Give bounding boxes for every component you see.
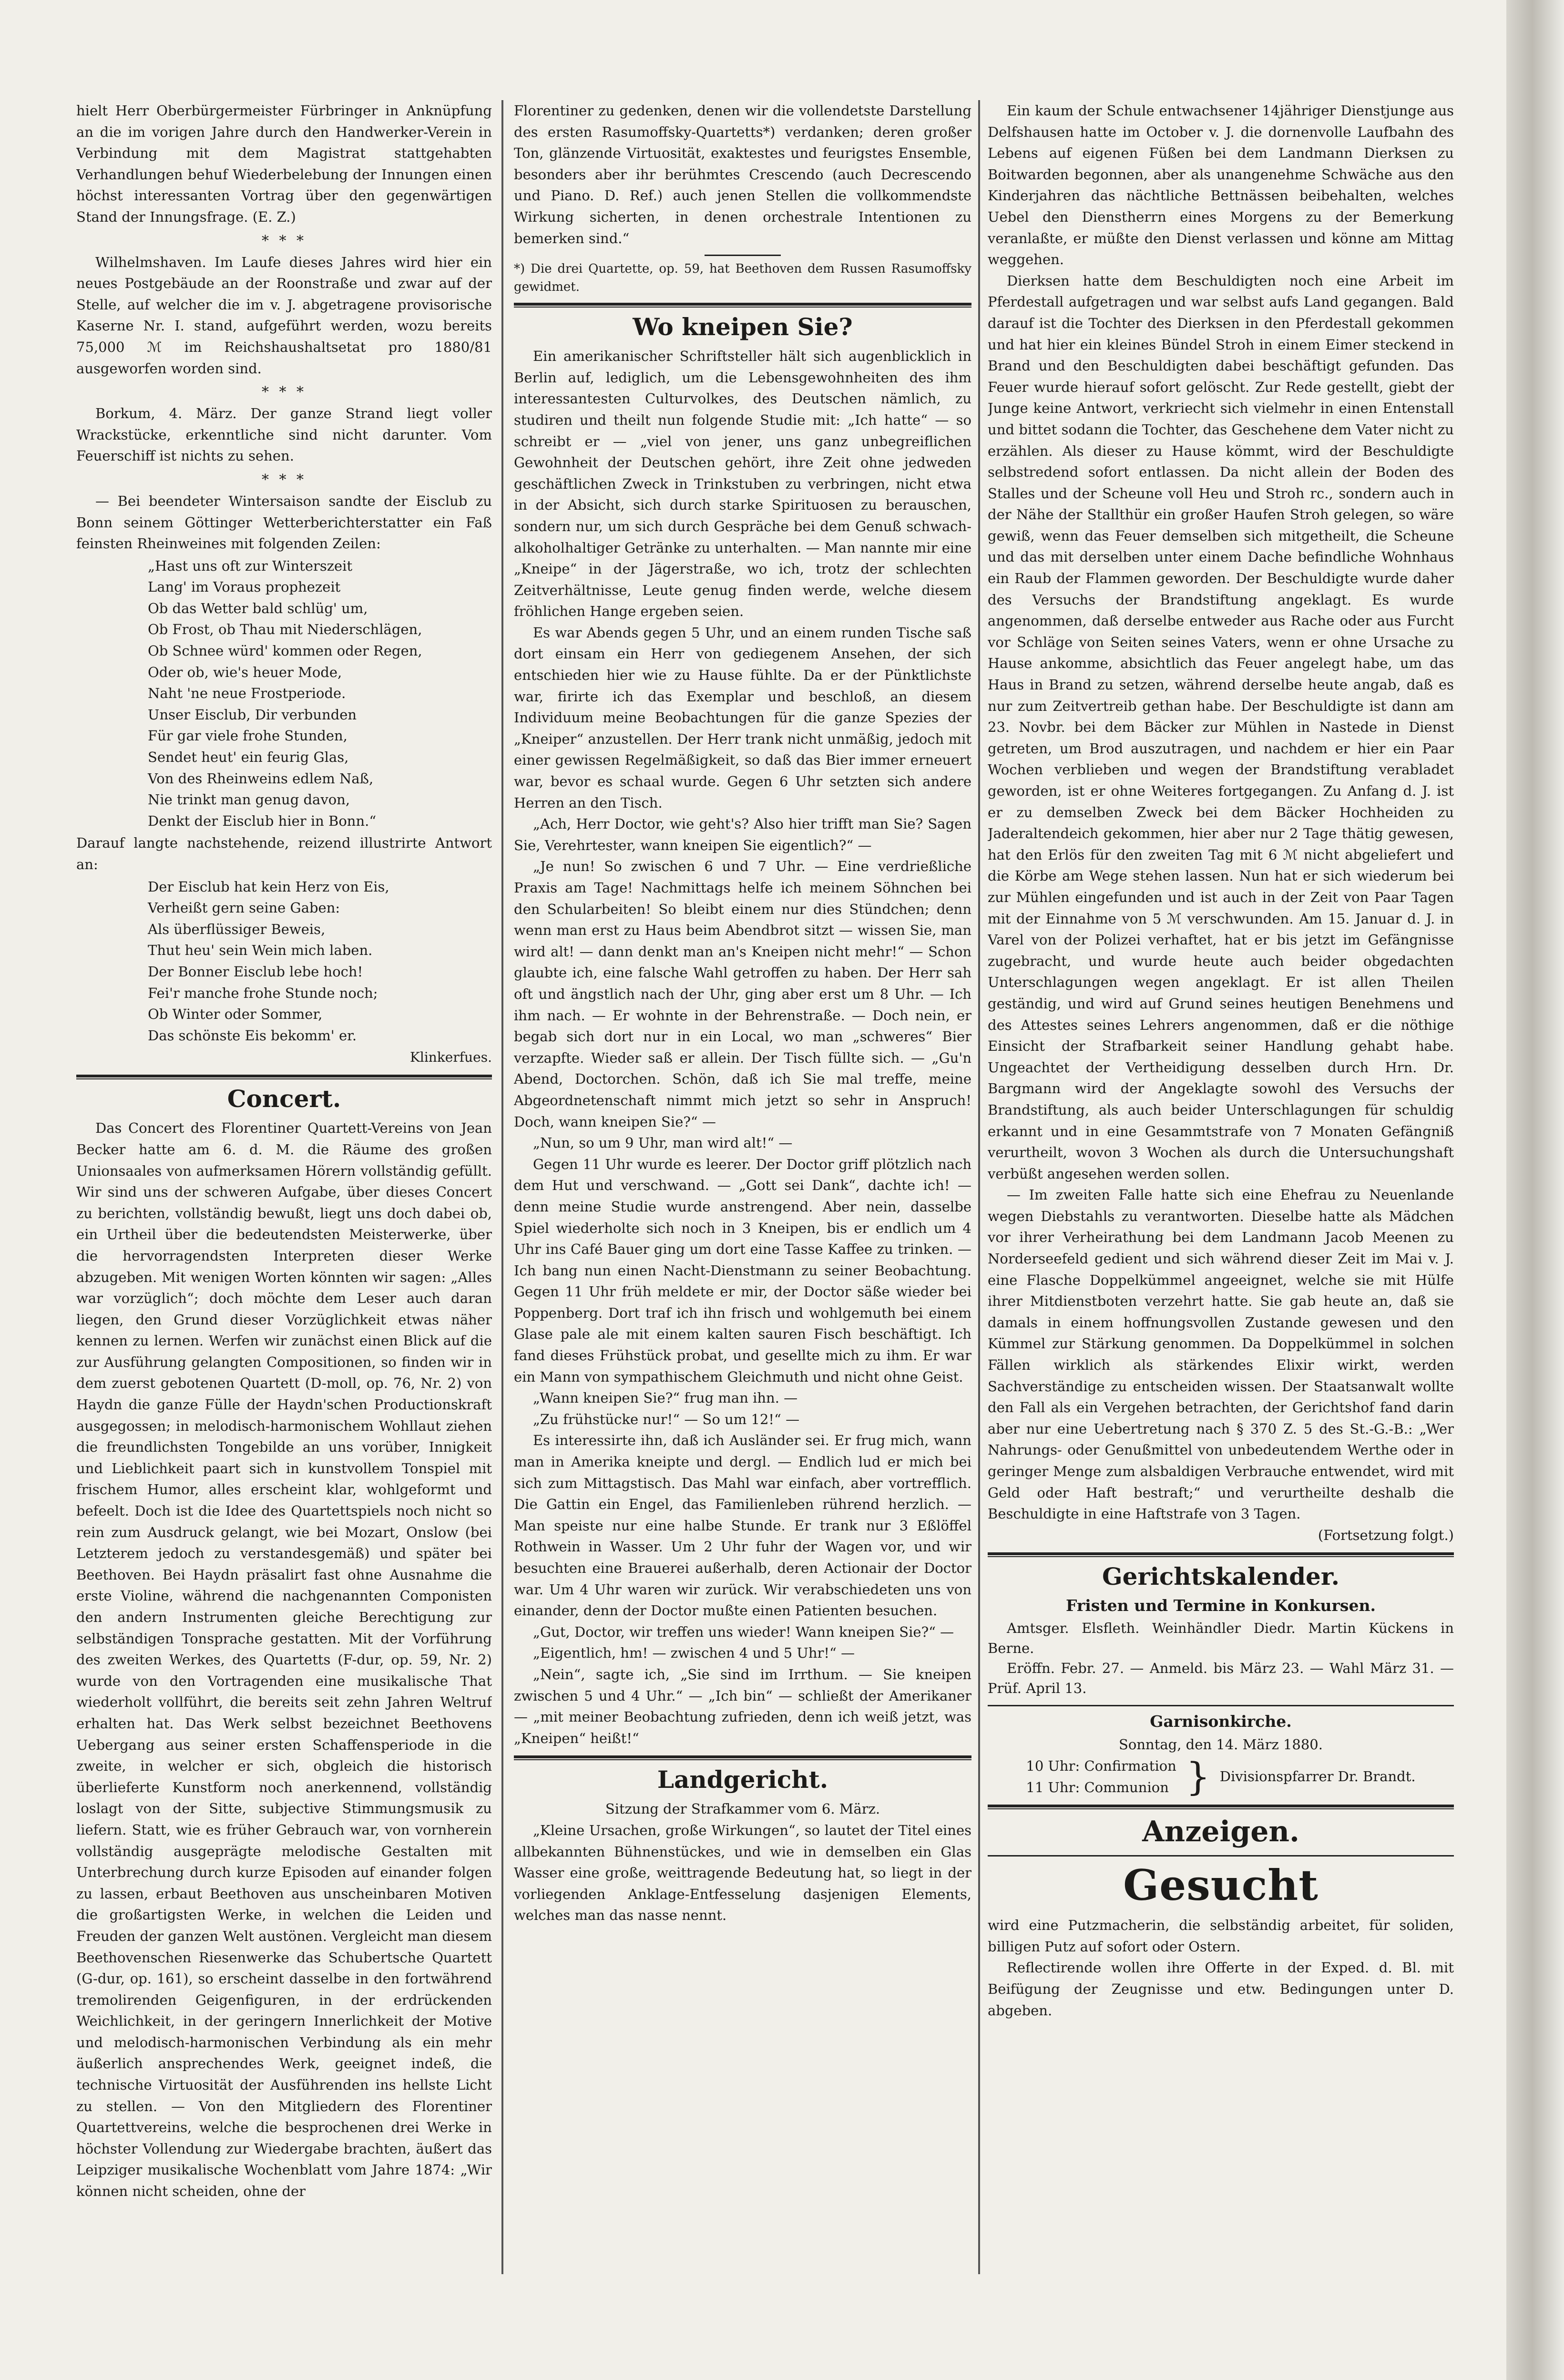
answer-intro-paragraph: Darauf langte nachstehende, reizend illustrirte Antwort an:: [76, 835, 492, 872]
eisclub-intro-paragraph: — Bei beendeter Wintersaison sandte der Eisclub zu Bonn seinem Göttinger Wetterberichterstatter ein Faß feinsten Rheinweines mit folgenden Zeilen:: [76, 492, 492, 552]
kneipen-paragraph: „Nein“, sagte ich, „Sie sind im Irrthum. — Sie kneipen zwischen 5 und 4 Uhr.“ — „Ich bin“ — schließt der Amerikaner — „mit meiner Beobachtung zufrieden, denn ich weiß jetzt, was „Kneipen“ heißt!“: [514, 1666, 971, 1746]
concert-review-paragraph: Das Concert des Florentiner Quartett-Vereins von Jean Becker hatte am 6. d. M. die Räume des großen Unionsaales von aufmerksamen Hörern vollständig gefüllt. Wir sind uns der schweren Aufgabe, über dieses Concert zu berichten, vollständig bewußt, liegt uns doch dabei ob, ein Urtheil über die bedeutendsten Meisterwerke, über die hervorragendsten Interpreten dieser Werke abzugeben. Mit wenigen Worten könnten wir sagen: „Alles war vorzüglich“; doch möchte dem Leser auch daran liegen, den Grund dieser Vorzüglichkeit etwas näher kennen zu lernen. Werfen wir zunächst einen Blick auf die zur Ausführung gelangten Compositionen, so finden wir in dem zuerst gebotenen Quartett (D-moll, op. 76, Nr. 2) von Haydn die ganze Fülle der Haydn'schen Productionskraft ausgegossen; in melodisch-harmonischem Wohllaut ziehen die freundlichsten Tongebilde an uns vorüber, Innigkeit und Lieblichkeit paart sich in kunstvollem Tonspiel mit frischem Humor, alles erscheint klar, wohlgeformt und befeelt. Doch ist die Idee des Quartettspiels noch nicht so rein zum Ausdruck gelangt, wie bei Mozart, Onslow (bei Letzterem jedoch zu verstandesgemäß) und später bei Beethoven. Bei Haydn präsalirt fast ohne Ausnahme die erste Violine, während die nachgenannten Componisten den andern Instrumenten gleiche Berechtigung zur selbständigen Tonsprache gestatten. Mit der Vorführung des zweiten Werkes, des Quartetts (F-dur, op. 59, Nr. 2) wurde von den Vortragenden eine musikalische That wiederholt vollführt, die bereits seit zehn Jahren Weltruf erhalten hat. Das Werk selbst bezeichnet Beethovens Uebergang aus seiner ersten Schaffensperiode in die zweite, in welcher er sich, obgleich die historisch überlieferte Kunstform noch anerkennend, vollständig loslagt von der Sitte, subjective Stimmungsmusik zu liefern. Statt, wie es früher Gebrauch war, von vornherein vollständig ausgeprägte melodische Gestalten mit Unterbrechung durch kurze Episoden auf einander folgen zu lassen, erbaut Beethoven aus unscheinbaren Motiven die großartigsten Werke, in welchen die Leiden und Freuden der ganzen Welt austönen. Vergleicht man diesem Beethovenschen Riesenwerke das Schubertsche Quartett (G-dur, op. 161), so erscheint dasselbe in den fortwährend tremolirenden Geigenfiguren, in der erdrückenden Weichlichkeit, in der geringern Innerlichkeit der Motive und melodisch-harmonischen Verbindung als ein mehr äußerlich ansprechendes Werk, geeignet indeß, die technische Virtuosität der Ausführenden ins hellste Licht zu stellen. — Von den Mitgliedern des Florentiner Quartettvereins, welche die besprochenen drei Werke in höchster Vollendung zur Wiedergabe brachten, äußert das Leipziger musikalische Wochenblatt vom Jahre 1874: „Wir können nicht scheiden, ohne der: [76, 1120, 492, 2200]
eisclub-poem: [76, 555, 492, 832]
kneipen-paragraph: „Wann kneipen Sie?“ frug man ihn. —: [533, 1390, 798, 1406]
poem-line: Für gar viele frohe Stunden,: [148, 728, 348, 744]
kneipen-paragraph: Ein amerikanischer Schriftsteller hält sich augenblicklich in Berlin auf, lediglich, um die Lebensgewohnheiten des ihm interessantesten Culturvolkes, des Deutschen nämlich, zu studiren und theilt nun folgende Studie mit: „Ich hatte“ — so schreibt er — „viel von jener, uns ganz unbegreiflichen Gewohnheit der Deutschen gehört, ihre Zeit ohne jedweden geschäftlichen Zweck in Trinkstuben zu verbringen, nicht etwa in der Absicht, sich durch starke Spirituosen zu berauschen, sondern nur, um sich durch Gespräche bei dem Genuß schwach-alkoholhaltiger Getränke zu unterhalten. — Man nannte mir eine „Kneipe“ in der Jägerstraße, wo ich, trotz der schlechten Zeitverhältnisse, Leute genug finden werde, welche diesem fröhlichen Hange ergeben seien.: [514, 348, 971, 620]
concert-continuation-paragraph: Florentiner zu gedenken, denen wir die vollendetste Darstellung des ersten Rasumoffsky-Quartetts*) verdanken; deren großer Ton, glänzende Virtuosität, exaktestes und feurigstes Ensemble, besonders aber ihr berühmtes Crescendo (auch Decrescendo und Piano. D. Ref.) auch jenen Stellen die vollkommendste Wirkung sicherten, in denen orchestrale Intentionen zu bemerken sind.“: [514, 103, 971, 246]
poem-line: Unser Eisclub, Dir verbunden: [148, 706, 357, 723]
service-times: [1026, 1755, 1176, 1798]
poem-line: Ob das Wetter bald schlüg' um,: [148, 600, 368, 616]
advert-paragraph: wird eine Putzmacherin, die selbständig arbeitet, für soliden, billigen Putz auf sofort oder Ostern.: [988, 1917, 1454, 1955]
page-edge: [1506, 0, 1564, 2380]
section-rule: [514, 1755, 971, 1760]
pastor-name: Divisionspfarrer Dr. Brandt.: [1219, 1768, 1416, 1785]
kalender-dates: Eröffn. Febr. 27. — Anmeld. bis März 23. — Wahl März 31. — Prüf. April 13.: [988, 1660, 1454, 1697]
section-rule: [76, 1075, 492, 1079]
advert-paragraph: Reflectirende wollen ihre Offerte in der Exped. d. Bl. mit Beifügung der Zeugnisse und etw. Bedingungen unter D. abgeben.: [988, 1959, 1454, 2019]
poem-line: Von des Rheinweins edlem Naß,: [148, 770, 374, 787]
poem-line: „Hast uns oft zur Winterszeit: [148, 557, 353, 574]
service-line: 11 Uhr: Communion: [1026, 1779, 1169, 1795]
poem-line: Naht 'ne neue Frostperiode.: [148, 685, 346, 702]
konkurse-subheading: Fristen und Termine in Konkursen.: [1066, 1596, 1376, 1615]
section-separator-stars: * * *: [261, 471, 307, 488]
poem-line: Ob Winter oder Sommer,: [148, 1006, 323, 1023]
footnote-rule: [705, 255, 781, 256]
landgericht-heading: Landgericht.: [657, 1765, 828, 1794]
section-rule: [988, 1805, 1454, 1809]
landgericht-session-line: Sitzung der Strafkammer vom 6. März.: [605, 1801, 880, 1817]
anzeigen-heading: Anzeigen.: [1142, 1815, 1299, 1849]
concert-heading: Concert.: [227, 1085, 341, 1113]
landgericht-continuation-paragraph: Dierksen hatte dem Beschuldigten noch eine Arbeit im Pferdestall aufgetragen und war selbst aufs Land gegangen. Bald darauf ist die Tochter des Dierksen in den Pferdestall gekommen und hat hier ein kleines Bündel Stroh in einem Eimer steckend in Brand und den Beschuldigten dabei beschäftigt gefunden. Das Feuer wurde hierauf sofort gelöscht. Zur Rede gestellt, giebt der Junge keine Antwort, verkriecht sich vielmehr in einen Entenstall und bittet sodann die Tochter, das Geschehene dem Vater nicht zu erzählen. Als dieser zu Hause kömmt, wird der Beschuldigte selbstredend sofort entlassen. Da nicht allein der Boden des Stalles und der Scheune voll Heu und Stroh rc., sondern auch in der Nähe der Stallthür ein großer Haufen Stroh gelegen, so wäre gewiß, wenn das Feuer demselben sich mitgetheilt, die Scheune und das mit derselben unter einem Dache befindliche Wohnhaus ein Raub der Flammen geworden. Der Beschuldigte wurde daher des Versuchs der Brandstiftung angeklagt. Es wurde angenommen, daß derselbe entweder aus Rache oder aus Furcht vor Schläge von Seiten seines Vaters, wenn er ohne Ursache zu Hause ankomme, absichtlich das Feuer angelegt habe, um das Haus in Brand zu setzen, während derselbe heute angab, daß es nur zum Zeitvertreib gethan habe. Der Beschuldigte ist dann am 23. Novbr. bei dem Bäcker zur Mühlen in Nastede in Dienst getreten, um Brod auszutragen, und nachdem er hier ein Paar Wochen verblieben und wegen der Brandstiftung verabladet geworden, ist er ohne Weiteres fortgegangen. Zu Anfang d. J. ist er zu demselben Zweck bei dem Bäcker Hochheiden zu Jaderaltendeich gekommen, hier aber nur 2 Tage thätig gewesen, hat den Erlös für den zweiten Tag mit 6 ℳ nicht abgeliefert und die Körbe am Wege stehen lassen. Nun hat er sich wiederum bei zur Mühlen eingefunden und ist auch in der Zeit von Paar Tagen mit der Einnahme von 5 ℳ verschwunden. Am 15. Januar d. J. in Varel von der Polizei verhaftet, hat er bis jetzt im Gefängnisse zugebracht, und wurde heute auch beider obgedachten Unterschlagungen wegen angeklagt. Er ist allen Theilen geständig, und wird auf Grund seines heutigen Benehmens und des Attestes seines Lehrers angenommen, daß er die nöthige Einsicht der Strafbarkeit seiner Handlung gehabt habe. Ungeachtet der Vertheidigung desselben durch Hrn. Dr. Bargmann wird der Angeklagte sowohl des Versuchs der Brandstiftung, als auch beider Unterschlagungen für schuldig erkannt und in eine Gesammtstrafe von 7 Monaten Gefängniß verurtheilt, wovon 3 Wochen als durch die Untersuchungshaft verbüßt angesehen werden sollen.: [988, 272, 1454, 1182]
section-rule: [988, 1855, 1454, 1857]
gesucht-heading: Gesucht: [1123, 1860, 1319, 1910]
answer-poem: [76, 876, 492, 1046]
poem-line: Verheißt gern seine Gaben:: [148, 900, 340, 916]
footnote: *) Die drei Quartette, op. 59, hat Beethoven dem Russen Rasumoffsky gewidmet.: [514, 262, 971, 295]
garnisonkirche-services: [988, 1755, 1454, 1798]
section-rule: [988, 1552, 1454, 1557]
poem-line: Sendet heut' ein feurig Glas,: [148, 749, 349, 766]
column-divider: [501, 100, 503, 2274]
brace-glyph: }: [1186, 1754, 1210, 1799]
section-separator-stars: * * *: [261, 384, 307, 401]
column-2: [514, 100, 971, 2274]
kneipen-paragraph: Es war Abends gegen 5 Uhr, und an einem runden Tische saß dort einsam ein Herr von gediegenem Ansehen, der sich entschieden hier wie zu Hause fühlte. Da er der Pünktlichste war, firirte ich das Exemplar und beschloß, an diesem Individuum meine Beobachtungen für die ganze Spezies der „Kneiper“ anzustellen. Der Herr trank nicht unmäßig, jedoch mit einer gewissen Regelmäßigkeit, so daß das Bier immer erneuert war, bevor es schaal wurde. Gegen 6 Uhr setzten sich andere Herren an den Tisch.: [514, 624, 971, 811]
kneipen-paragraph: „Zu frühstücke nur!“ — So um 12!“ —: [533, 1411, 800, 1427]
kneipen-paragraph: Gegen 11 Uhr wurde es leerer. Der Doctor griff plötzlich nach dem Hut und verschwand. — „Gott sei Dank“, dachte ich! — denn meine Studie wurde anstrengend. Aber nein, dasselbe Spiel wiederholte sich noch in 3 Kneipen, bis er endlich um 4 Uhr ins Café Bauer ging um dort eine Tasse Kaffee zu trinken. — Ich bang nun einen Nacht-Dienstmann zu seiner Beobachtung. Gegen 11 Uhr früh meldete er mir, der Doctor säße wieder bei Poppenberg. Dort traf ich ihn frisch und wohlgemuth bei einem Glase pale ale mit einem kalten sauren Fisch beschäftigt. Ich fand dieses Frühstück probat, und gesellte mich zu ihm. Er war ein Mann von sympathischem Gleichmuth und nicht ohne Geist.: [514, 1156, 971, 1385]
landgericht-continuation-paragraph: Ein kaum der Schule entwachsener 14jähriger Dienstjunge aus Delfshausen hatte im October v. J. die dornenvolle Laufbahn des Lebens auf eigenen Füßen bei dem Landmann Dierksen zu Boitwarden begonnen, aber als unangenehme Schwäche aus den Kinderjahren das nächtliche Bettnässen beibehalten, welches Uebel den Dienstherrn eines Morgens zu der Bemerkung veranlaßte, er müßte den Dienst verlassen und könne am Mittag weggehen.: [988, 103, 1454, 268]
kneipen-paragraph: „Ach, Herr Doctor, wie geht's? Also hier trifft man Sie? Sagen Sie, Verehrtester, wann kneipen Sie eigentlich?“ —: [514, 816, 971, 853]
kalender-entry: Amtsger. Elsfleth. Weinhändler Diedr. Martin Kückens in Berne.: [988, 1620, 1454, 1657]
kneipen-paragraph: „Nun, so um 9 Uhr, man wird alt!“ —: [533, 1135, 793, 1151]
section-separator-stars: * * *: [261, 232, 307, 249]
gerichtskalender-section: [988, 1563, 1454, 1698]
wilhelmshaven-paragraph: Wilhelmshaven. Im Laufe dieses Jahres wird hier ein neues Postgebäude an der Roonstraße und zwar auf der Stelle, auf welcher die im v. J. abgetragene provisorische Kaserne Nr. I. stand, aufgeführt werden, wozu bereits 75,000 ℳ im Reichshaushaltsetat pro 1880/81 ausgeworfen worden sind.: [76, 254, 492, 377]
poem-line: Thut heu' sein Wein mich laben.: [148, 942, 373, 959]
landgericht-paragraph: „Kleine Ursachen, große Wirkungen“, so lautet der Titel eines allbekannten Bühnenstückes, und wie in demselben ein Glas Wasser eine große, weittragende Bedeutung hat, so liegt in der vorliegenden Anklage-Entfesselung dasjenigen Elements, welches man das nasse nennt.: [514, 1822, 971, 1924]
kneipen-paragraph: „Gut, Doctor, wir treffen uns wieder! Wann kneipen Sie?“ —: [533, 1623, 954, 1640]
poem-line: Ob Frost, ob Thau mit Niederschlägen,: [148, 621, 422, 638]
poem-line: Das schönste Eis bekomm' er.: [148, 1027, 357, 1044]
landgericht-continuation-paragraph: — Im zweiten Falle hatte sich eine Ehefrau zu Neuenlande wegen Diebstahls zu verantworten. Dieselbe hatte als Mädchen vor ihrer Verheirathung bei dem Landmann Jacob Meenen zu Norderseefeld gedient und sich während dieser Zeit im Mai v. J. eine Flasche Doppelkümmel angeeignet, welche sie mit Hülfe ihrer Mitdienstboten verzehrt hatte. Sie gab heute an, daß sie damals in einem hoffnungsvollen Zustande gewesen und den Kümmel zur Stärkung genommen. Da Doppelkümmel in solchen Fällen wirklich als stärkendes Elixir wirkt, werden Sachverständige zu entscheiden wissen. Der Staatsanwalt wollte den Fall als ein Vergehen betrachten, der Gerichtshof fand darin aber nur eine Uebertretung nach § 370 Z. 5 des St.-G.-B.: „Wer Nahrungs- oder Genußmittel von unbedeutendem Werthe oder in geringer Menge zum alsbaldigen Verbrauche entwendet, wird mit Geld oder Haft bestraft;“ und verurtheilte deshalb die Beschuldigte in eine Haftstrafe von 3 Tagen.: [988, 1187, 1454, 1522]
column-divider: [978, 100, 980, 2274]
garnisonkirche-date: Sonntag, den 14. März 1880.: [1119, 1736, 1323, 1753]
poem-line: Als überflüssiger Beweis,: [148, 921, 326, 937]
gerichtskalender-heading: Gerichtskalender.: [1102, 1562, 1340, 1591]
borkum-paragraph: Borkum, 4. März. Der ganze Strand liegt voller Wrackstücke, erkenntliche sind nicht darunter. Vom Feuerschiff ist nichts zu sehen.: [76, 405, 492, 464]
section-rule: [988, 1705, 1454, 1706]
poem-line: Denkt der Eisclub hier in Bonn.“: [148, 812, 377, 829]
poem-line: Fei'r manche frohe Stunde noch;: [148, 985, 378, 1001]
section-rule: [514, 303, 971, 308]
poem-line: Ob Schnee würd' kommen oder Regen,: [148, 643, 422, 659]
service-line: 10 Uhr: Confirmation: [1026, 1757, 1176, 1774]
kneipen-heading: Wo kneipen Sie?: [633, 313, 853, 341]
kneipen-paragraph: „Eigentlich, hm! — zwischen 4 und 5 Uhr!“ —: [533, 1645, 855, 1662]
column-3: [988, 100, 1454, 2274]
poem-line: Oder ob, wie's heuer Mode,: [148, 664, 342, 680]
kneipen-paragraph: Es interessirte ihn, daß ich Ausländer sei. Er frug mich, wann man in Amerika kneipte und dergl. — Endlich lud er mich bei sich zum Mittagstisch. Das Mahl war einfach, aber vortrefflich. Die Gattin ein Engel, das Familienleben rührend herzlich. — Man speiste nur eine halbe Stunde. Er trank nur 3 Eßlöffel Rothwein in Wasser. Um 2 Uhr fuhr der Wagen vor, und wir besuchten eine Brauerei außerhalb, deren Actionair der Doctor war. Um 4 Uhr waren wir zurück. Wir verabschiedeten uns von einander, denn der Doctor mußte einen Patienten besuchen.: [514, 1432, 971, 1619]
column-1: [76, 100, 492, 2293]
poem-signature: Klinkerfues.: [409, 1049, 492, 1066]
poem-line: Nie trinkt man genug davon,: [148, 791, 350, 808]
poem-line: Der Eisclub hat kein Herz von Eis,: [148, 878, 389, 895]
garnisonkirche-heading: Garnisonkirche.: [1150, 1712, 1292, 1731]
poem-line: Lang' im Voraus prophezeit: [148, 579, 341, 595]
kneipen-paragraph: „Je nun! So zwischen 6 und 7 Uhr. — Eine verdrießliche Praxis am Tage! Nachmittags helfe ich meinem Söhnchen bei den Schularbeiten! So bleibt einem nur dies Stündchen; denn wenn man erst zu Haus beim Abendbrot sitzt — wissen Sie, man wird alt! — dann denkt man an's Kneipen nicht mehr!“ — Schon glaubte ich, eine falsche Wahl getroffen zu haben. Der Herr sah oft und ängstlich nach der Uhr, ging aber erst um 8 Uhr. — Ich ihm nach. — Er wohnte in der Behrenstraße. — Doch nein, er begab sich dort nur in ein Local, wo man „schweres“ Bier verzapfte. Wieder saß er allein. Der Tisch füllte sich. — „Gu'n Abend, Doctorchen. Schön, daß ich Sie mal treffe, meine Abgeordnetenschaft nimmt mich jetzt so sehr in Anspruch! Doch, wann kneipen Sie?“ —: [514, 858, 971, 1130]
innungsfrage-paragraph: hielt Herr Oberbürgermeister Fürbringer in Anknüpfung an die im vorigen Jahre durch den Handwerker-Verein in Verbindung mit dem Magistrat stattgehabten Verhandlungen behuf Wiederbelebung der Innungen einen höchst interessanten Vortrag über den gegenwärtigen Stand der Innungsfrage. (E. Z.): [76, 103, 492, 225]
poem-line: Der Bonner Eisclub lebe hoch!: [148, 963, 363, 980]
continued-note: (Fortsetzung folgt.): [1318, 1527, 1454, 1543]
